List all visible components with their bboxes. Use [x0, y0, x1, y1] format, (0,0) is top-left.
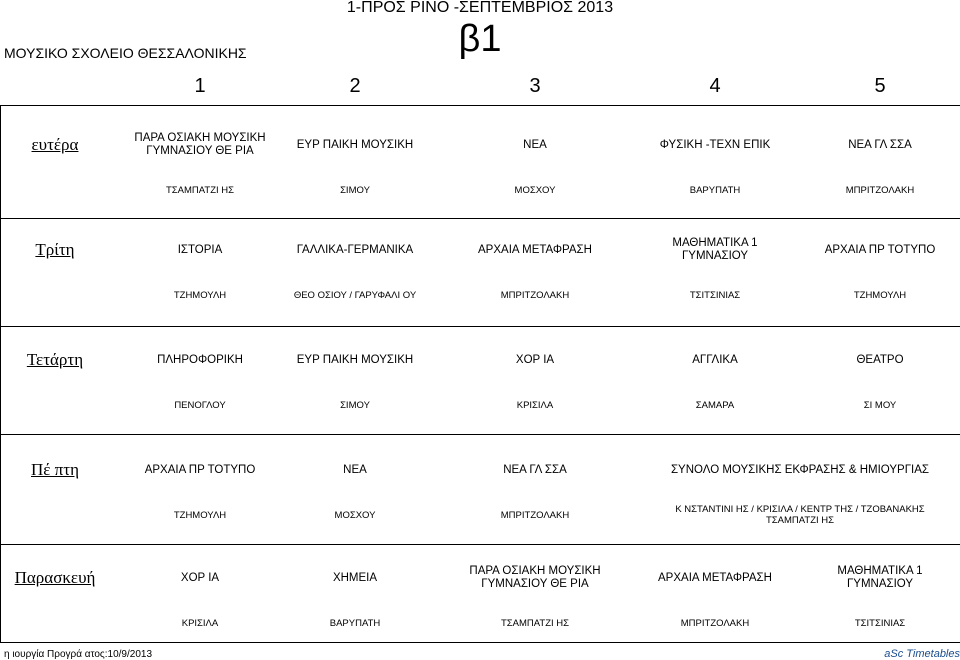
- subject-text: ΠΑΡΑ ΟΣΙΑΚΗ ΜΟΥΣΙΚΗ ΓΥΜΝΑΣΙΟΥ ΘΕ ΡΙΑ: [134, 132, 266, 157]
- row-divider: [0, 434, 960, 435]
- teacher-cell: [625, 280, 805, 310]
- subject-text: ΜΑΘΗΜΑΤΙΚΑ 1 ΓΥΜΝΑΣΙΟΥ: [672, 237, 758, 262]
- subject-cell: [790, 230, 960, 270]
- subject-text: ΧΗΜΕΙΑ: [332, 571, 378, 584]
- subject-cell: [790, 125, 960, 165]
- row-divider: [0, 642, 960, 643]
- teacher-cell: [790, 175, 960, 205]
- day-label: Παρασκευή: [14, 568, 96, 587]
- teacher-cell: [265, 390, 445, 420]
- period-header: 3: [529, 75, 541, 97]
- teacher-text: ΣΙΜΟΥ: [340, 184, 370, 196]
- subject-text: ΑΡΧΑΙΑ ΜΕΤΑΦΡΑΣΗ: [658, 571, 772, 584]
- teacher-text: ΜΠΡΙΤΖΟΛΑΚΗ: [500, 289, 570, 301]
- subject-text: ΝΕΑ: [523, 138, 547, 151]
- teacher-cell: [445, 175, 625, 205]
- subject-text: ΕΥΡ ΠΑΙΚΗ ΜΟΥΣΙΚΗ: [296, 353, 414, 366]
- creation-date: η ιουργία Προγρά ατος:10/9/2013: [4, 649, 153, 660]
- teacher-cell: [445, 280, 625, 310]
- row-divider: [0, 105, 960, 106]
- teacher-text: ΤΣΑΜΠΑΤΖΙ ΗΣ: [165, 184, 235, 196]
- subject-cell: [625, 125, 805, 165]
- day-label: Πέ πτη: [31, 460, 79, 479]
- teacher-text: ΚΡΙΣΙΛΑ: [181, 617, 219, 629]
- subject-text: ΑΡΧΑΙΑ ΜΕΤΑΦΡΑΣΗ: [478, 243, 592, 256]
- period-header: 4: [709, 75, 721, 97]
- teacher-text: ΤΣΙΤΣΙΝΙΑΣ: [854, 617, 906, 629]
- subject-text: ΓΑΛΛΙΚΑ-ΓΕΡΜΑΝΙΚΑ: [296, 243, 414, 256]
- day-label: ευτέρα: [31, 135, 79, 154]
- teacher-text: ΚΡΙΣΙΛΑ: [516, 399, 554, 411]
- teacher-cell: [625, 390, 805, 420]
- teacher-text: ΣΙ ΜΟΥ: [863, 399, 897, 411]
- teacher-text: ΘΕΟ ΟΣΙΟΥ / ΓΑΡΥΦΑΛΙ ΟΥ: [293, 289, 417, 301]
- page-title: 1-ΠΡΟΣ ΡΙΝΟ -ΣΕΠΤΕΜΒΡΙΟΣ 2013: [346, 0, 614, 16]
- subject-text: ΑΓΓΛΙΚΑ: [692, 353, 738, 366]
- teacher-cell: [445, 390, 625, 420]
- teacher-cell: [110, 500, 290, 530]
- subject-text: ΜΑΘΗΜΑΤΙΚΑ 1 ΓΥΜΝΑΣΙΟΥ: [837, 565, 923, 590]
- teacher-text: ΤΣΙΤΣΙΝΙΑΣ: [689, 289, 741, 301]
- subject-text: ΦΥΣΙΚΗ -ΤΕΧΝ ΕΠΙΚ: [659, 138, 771, 151]
- teacher-cell: [110, 280, 290, 310]
- teacher-cell: [625, 175, 805, 205]
- teacher-text: ΜΟΣΧΟΥ: [514, 184, 556, 196]
- subject-text: ΑΡΧΑΙΑ ΠΡ ΤΟΤΥΠΟ: [824, 243, 936, 256]
- subject-cell: [110, 230, 290, 270]
- teacher-cell: [265, 500, 445, 530]
- class-name: β1: [458, 18, 502, 60]
- subject-text: ΠΛΗΡΟΦΟΡΙΚΗ: [157, 353, 243, 366]
- subject-cell: [110, 340, 290, 380]
- teacher-cell: [790, 280, 960, 310]
- subject-cell: [625, 340, 805, 380]
- teacher-cell: [625, 608, 805, 638]
- teacher-text: ΣΑΜΑΡΑ: [695, 399, 735, 411]
- teacher-cell: [790, 608, 960, 638]
- teacher-cell: [265, 280, 445, 310]
- subject-text: ΕΥΡ ΠΑΙΚΗ ΜΟΥΣΙΚΗ: [296, 138, 414, 151]
- teacher-text: ΠΕΝΟΓΛΟΥ: [174, 399, 226, 411]
- subject-cell: [110, 125, 290, 165]
- generator-credit: aSc Timetables: [884, 648, 960, 660]
- subject-text: ΝΕΑ ΓΛ ΣΣΑ: [848, 138, 912, 151]
- subject-cell: [625, 558, 805, 598]
- subject-cell: [445, 558, 625, 598]
- teacher-cell: [445, 608, 625, 638]
- subject-text: ΧΟΡ ΙΑ: [180, 571, 220, 584]
- teacher-text: ΜΠΡΙΤΖΟΛΑΚΗ: [500, 509, 570, 521]
- teacher-text: ΤΖΗΜΟΥΛΗ: [853, 289, 907, 301]
- subject-text: ΠΑΡΑ ΟΣΙΑΚΗ ΜΟΥΣΙΚΗ ΓΥΜΝΑΣΙΟΥ ΘΕ ΡΙΑ: [469, 565, 601, 590]
- subject-text: ΙΣΤΟΡΙΑ: [177, 243, 223, 256]
- subject-cell: [265, 125, 445, 165]
- subject-cell: [790, 340, 960, 380]
- subject-text: ΘΕΑΤΡΟ: [856, 353, 904, 366]
- teacher-cell: [790, 390, 960, 420]
- subject-text: ΧΟΡ ΙΑ: [515, 353, 555, 366]
- teacher-text: ΜΠΡΙΤΖΟΛΑΚΗ: [680, 617, 750, 629]
- subject-text: ΝΕΑ ΓΛ ΣΣΑ: [503, 463, 567, 476]
- subject-text: ΑΡΧΑΙΑ ΠΡ ΤΟΤΥΠΟ: [144, 463, 256, 476]
- teacher-cell: [265, 608, 445, 638]
- teacher-text: ΒΑΡΥΠΑΤΗ: [689, 184, 741, 196]
- teacher-cell: [445, 500, 625, 530]
- teacher-cell: [265, 175, 445, 205]
- teacher-text: ΒΑΡΥΠΑΤΗ: [329, 617, 381, 629]
- period-header: 5: [874, 75, 886, 97]
- subject-cell: [445, 340, 625, 380]
- row-divider: [0, 544, 960, 545]
- teacher-cell: [110, 175, 290, 205]
- subject-text: ΣΥΝΟΛΟ ΜΟΥΣΙΚΗΣ ΕΚΦΡΑΣΗΣ & ΗΜΙΟΥΡΓΙΑΣ: [670, 463, 930, 476]
- day-label: Τετάρτη: [26, 350, 84, 369]
- subject-cell: [445, 230, 625, 270]
- subject-cell: [445, 125, 625, 165]
- subject-cell: [265, 340, 445, 380]
- teacher-text: ΜΠΡΙΤΖΟΛΑΚΗ: [845, 184, 915, 196]
- left-border: [0, 105, 1, 643]
- subject-cell: [625, 230, 805, 270]
- subject-cell: [625, 450, 960, 490]
- teacher-text: ΤΣΑΜΠΑΤΖΙ ΗΣ: [500, 617, 570, 629]
- teacher-text: Κ ΝΣΤΑΝΤΙΝΙ ΗΣ / ΚΡΙΣΙΛΑ / ΚΕΝΤΡ ΤΗΣ / ΤΖΟΒΑΝΑΚΗΣ ΤΣΑΜΠΑΤΖΙ ΗΣ: [675, 504, 925, 526]
- subject-cell: [110, 558, 290, 598]
- subject-cell: [265, 230, 445, 270]
- teacher-text: ΤΖΗΜΟΥΛΗ: [173, 509, 227, 521]
- subject-cell: [265, 558, 445, 598]
- subject-cell: [110, 450, 290, 490]
- teacher-text: ΤΖΗΜΟΥΛΗ: [173, 289, 227, 301]
- subject-cell: [790, 558, 960, 598]
- subject-cell: [265, 450, 445, 490]
- teacher-text: ΣΙΜΟΥ: [340, 399, 370, 411]
- day-label: Τρίτη: [35, 240, 75, 259]
- teacher-text: ΜΟΣΧΟΥ: [334, 509, 376, 521]
- row-divider: [0, 326, 960, 327]
- period-header: 2: [349, 75, 361, 97]
- period-header: 1: [194, 75, 206, 97]
- teacher-cell: [110, 608, 290, 638]
- teacher-cell: [625, 500, 960, 530]
- school-name: ΜΟΥΣΙΚΟ ΣΧΟΛΕΙΟ ΘΕΣΣΑΛΟΝΙΚΗΣ: [4, 45, 247, 61]
- subject-text: ΝΕΑ: [343, 463, 367, 476]
- row-divider: [0, 218, 960, 219]
- teacher-cell: [110, 390, 290, 420]
- subject-cell: [445, 450, 625, 490]
